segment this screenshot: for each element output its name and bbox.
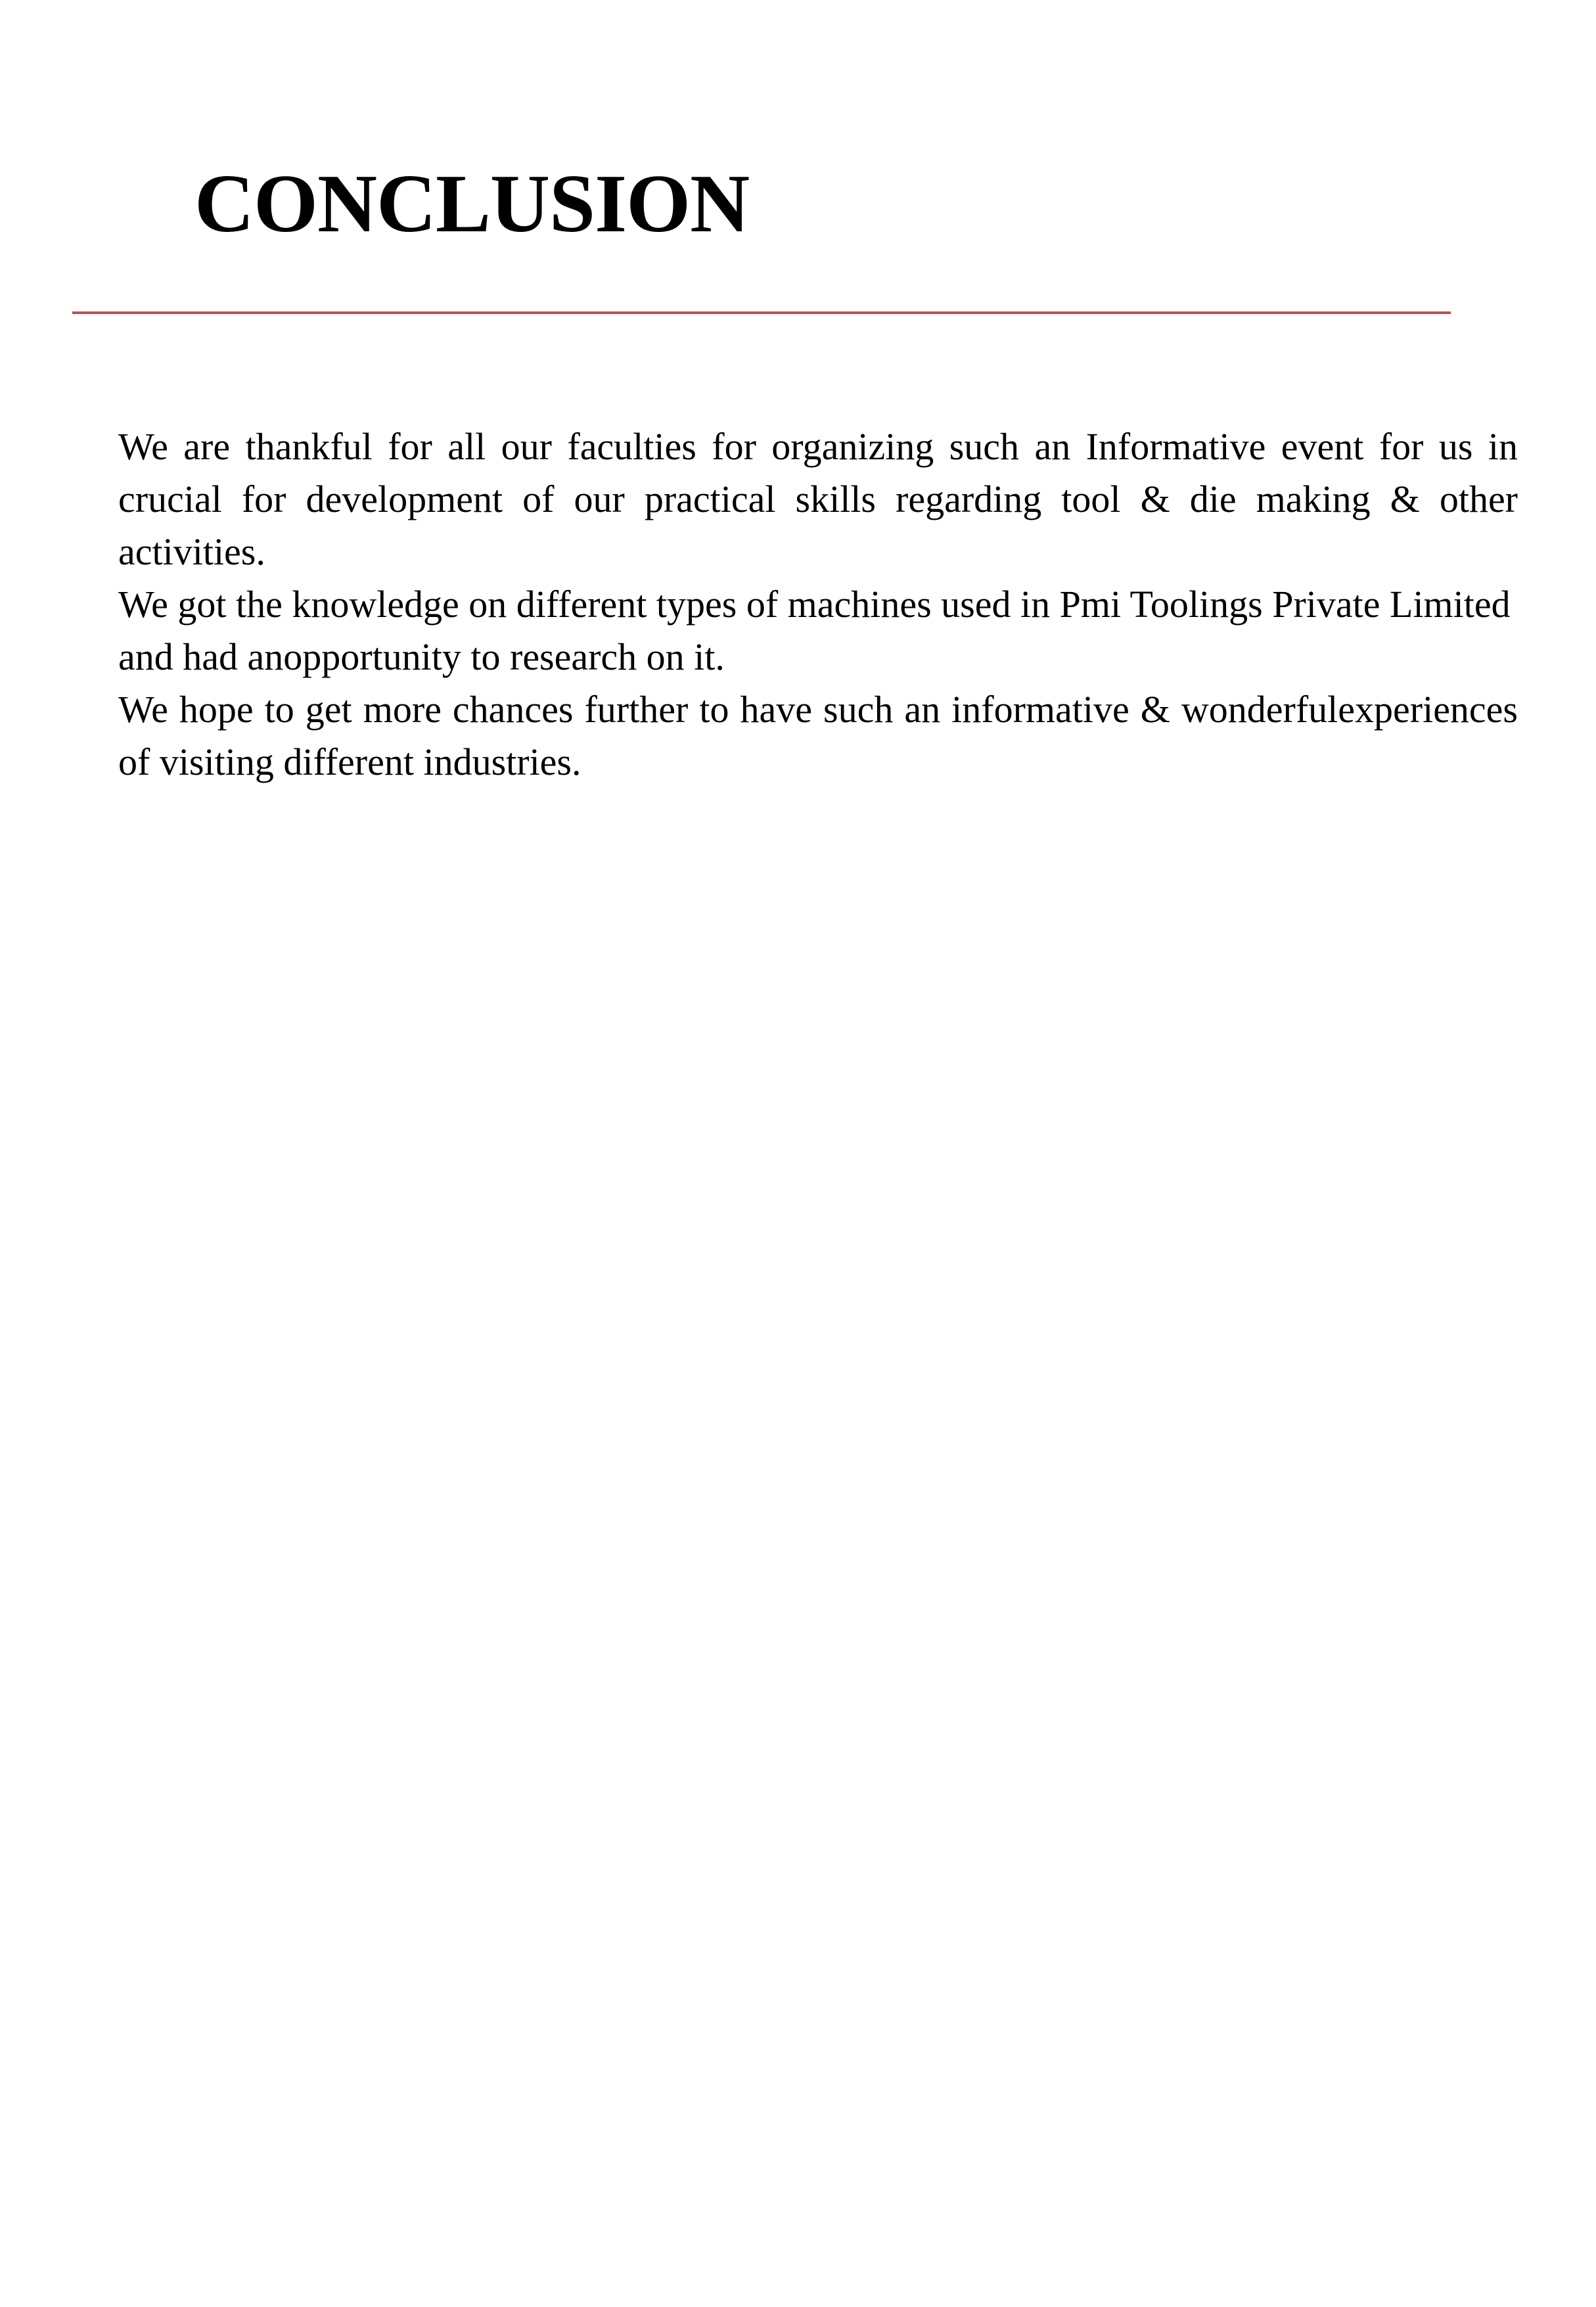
page-title: CONCLUSION [194,158,750,250]
title-divider [72,311,1451,314]
conclusion-body [118,421,1518,788]
paragraph-knowledge: We got the knowledge on different types of machines used in Pmi Toolings Private Limited and had anopportunity to research on it. [118,583,1511,678]
paragraph-thanks: We are thankful for all our faculties for organizing such an Informative event for us in crucial for development of our practical skills regarding tool & die making & other activities. [118,425,1518,573]
paragraph-hope: We hope to get more chances further to have such an informative & wonderfulexperiences of visiting different industries. [118,688,1518,783]
